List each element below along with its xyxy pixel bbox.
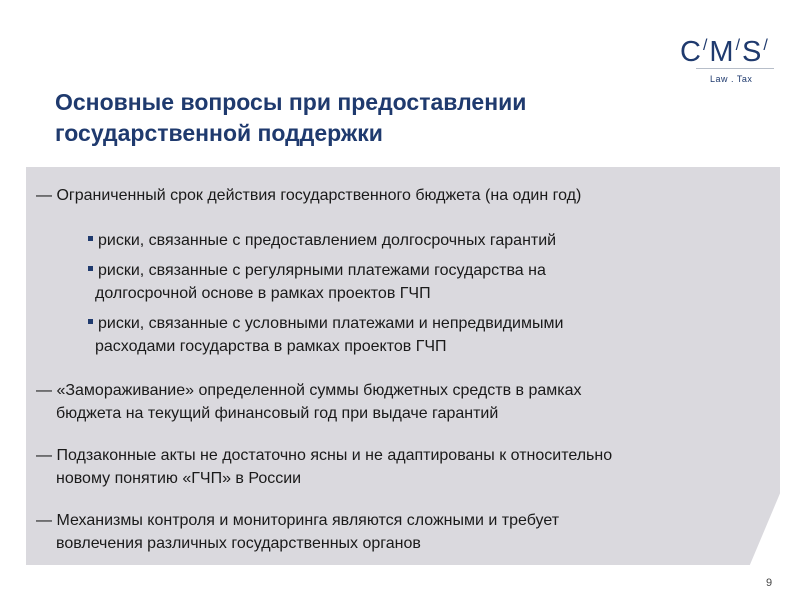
sub-point (88, 260, 546, 282)
sub-point-text: риски, связанные с предоставлением долгосрочных гарантий (98, 232, 557, 249)
bullet-icon (88, 319, 93, 324)
cms-logo (680, 30, 780, 90)
logo-letter-m: M (709, 36, 735, 68)
main-point (36, 510, 559, 532)
page-number: 9 (766, 577, 773, 589)
cms-logo-mark (680, 30, 770, 68)
main-point (36, 445, 612, 467)
sub-point-continuation: расходами государства в рамках проектов ГЧП (95, 338, 447, 355)
slide-title-line: государственной поддержки (55, 120, 383, 146)
logo-tagline: Law . Tax (710, 74, 753, 84)
logo-slash: / (763, 37, 769, 54)
main-point (36, 380, 582, 402)
dash-marker: — (36, 187, 52, 204)
main-point-text: Ограниченный срок действия государственного бюджета (на один год) (56, 187, 582, 204)
main-point-continuation: новому понятию «ГЧП» в России (56, 470, 302, 487)
sub-point (88, 230, 556, 252)
main-point (36, 185, 581, 207)
sub-point-continuation: долгосрочной основе в рамках проектов ГЧП (95, 285, 431, 302)
sub-point (88, 313, 563, 335)
dash-marker: — (36, 447, 52, 464)
main-point-text: «Замораживание» определенной суммы бюджетных средств в рамках (56, 382, 582, 399)
main-point-continuation: вовлечения различных государственных органов (56, 535, 421, 552)
main-point-text: Подзаконные акты не достаточно ясны и не адаптированы к относительно (56, 447, 613, 464)
logo-slash: / (702, 37, 709, 54)
main-point-text: Механизмы контроля и мониторинга являются сложными и требует (56, 512, 560, 529)
dash-marker: — (36, 382, 52, 399)
bullet-icon (88, 266, 93, 271)
sub-point-text: риски, связанные с регулярными платежами государства на (98, 262, 546, 279)
bullet-icon (88, 236, 93, 241)
content-panel (26, 167, 780, 565)
dash-marker: — (36, 512, 52, 529)
logo-letter-s: S (742, 36, 763, 68)
main-point-continuation: бюджета на текущий финансовый год при выдаче гарантий (56, 405, 499, 422)
sub-point-text: риски, связанные с условными платежами и непредвидимыми (98, 315, 564, 332)
logo-slash: / (735, 37, 742, 54)
logo-rule (696, 68, 774, 69)
logo-letter-c: C (680, 36, 702, 68)
slide-title (55, 87, 615, 149)
slide-title-line: Основные вопросы при предоставлении (55, 89, 527, 115)
